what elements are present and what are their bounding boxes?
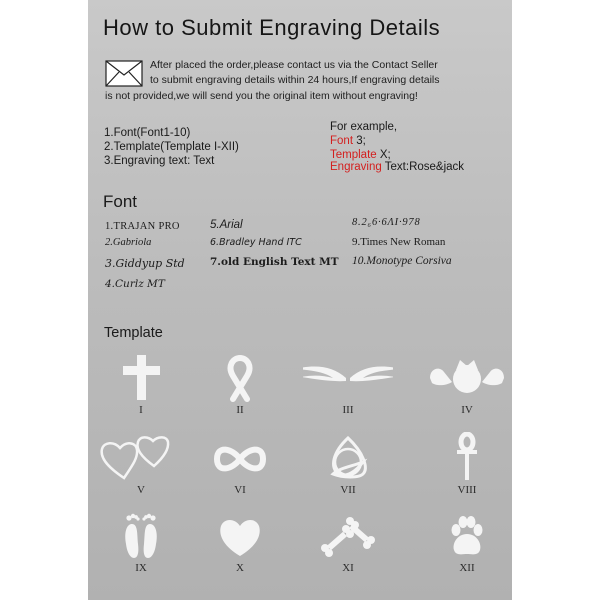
heart-icon <box>195 510 285 560</box>
template-numeral: V <box>137 484 145 496</box>
template-item-1 <box>96 352 186 422</box>
font-option-monotype-corsiva: 10.Monotype Corsiva <box>352 255 452 267</box>
step-template: 2.Template(Template I-XII) <box>104 141 239 153</box>
template-item-9 <box>96 510 186 580</box>
template-numeral: I <box>139 404 143 416</box>
awareness-ribbon-icon <box>195 352 285 402</box>
font-option-old-english: 7.old English Text MT <box>210 256 339 268</box>
template-numeral: VII <box>340 484 356 496</box>
font-option-gabriola: 2.Gabriola <box>105 237 152 248</box>
example-engraving-value: Text:Rose&jack <box>381 161 465 173</box>
template-numeral: XI <box>342 562 354 574</box>
template-numeral: III <box>342 404 354 416</box>
template-item-8 <box>422 432 512 502</box>
example-font-key: Font <box>330 135 354 147</box>
cross-icon <box>96 352 186 402</box>
template-numeral: IX <box>135 562 147 574</box>
example-engraving <box>330 161 464 173</box>
footprints-icon <box>96 510 186 560</box>
ankh-icon <box>422 432 512 482</box>
example-heading: For example, <box>330 121 398 133</box>
font-option-times-new-roman: 9.Times New Roman <box>352 236 446 248</box>
template-numeral: VI <box>234 484 246 496</box>
font-option-curlz: 4.Curlz MT <box>105 278 165 290</box>
template-item-10 <box>195 510 285 580</box>
example-template-key: Template <box>330 149 377 161</box>
trinity-knot-icon <box>303 432 393 482</box>
template-section-heading: Template <box>104 325 163 341</box>
envelope-icon <box>105 60 143 87</box>
font-option-8: 8.2₆6·6ΛΙ·978 <box>352 217 421 228</box>
template-item-4 <box>422 352 512 422</box>
intro-line-2: to submit engraving details within 24 hours,If engraving details <box>150 74 440 86</box>
example-font-value: 3; <box>353 135 366 147</box>
example-font <box>330 135 366 147</box>
template-item-2 <box>195 352 285 422</box>
page-title: How to Submit Engraving Details <box>103 15 441 40</box>
step-engraving-text: 3.Engraving text: Text <box>104 155 215 167</box>
template-numeral: X <box>236 562 244 574</box>
font-option-giddyup: 3.Giddyup Std <box>105 257 185 270</box>
example-engraving-key: Engraving <box>330 161 382 173</box>
template-item-11 <box>303 510 393 580</box>
step-font: 1.Font(Font1-10) <box>104 127 191 139</box>
crossbones-icon <box>303 510 393 560</box>
template-numeral: XII <box>459 562 475 574</box>
angel-wings-icon <box>303 352 393 402</box>
template-item-12 <box>422 510 512 580</box>
engraving-info-card <box>88 0 512 600</box>
template-item-7 <box>303 432 393 502</box>
template-item-3 <box>303 352 393 422</box>
template-numeral: II <box>236 404 244 416</box>
template-item-5 <box>96 432 186 502</box>
paw-print-icon <box>422 510 512 560</box>
font-option-bradley-hand: 6.Bradley Hand ITC <box>210 237 302 248</box>
double-heart-icon <box>96 432 186 482</box>
font-section-heading: Font <box>103 192 138 211</box>
intro-line-1: After placed the order,please contact us via the Contact Seller <box>150 59 438 71</box>
template-numeral: IV <box>461 404 473 416</box>
font-option-arial: 5.Arial <box>210 219 243 231</box>
example-template <box>330 149 391 161</box>
infinity-icon <box>195 432 285 482</box>
font-option-trajan: 1.TRAJAN PRO <box>105 221 180 232</box>
example-template-value: X; <box>376 149 391 161</box>
claddagh-icon <box>422 352 512 402</box>
template-item-6 <box>195 432 285 502</box>
template-numeral: VIII <box>457 484 477 496</box>
intro-line-3: is not provided,we will send you the original item without engraving! <box>105 90 418 102</box>
